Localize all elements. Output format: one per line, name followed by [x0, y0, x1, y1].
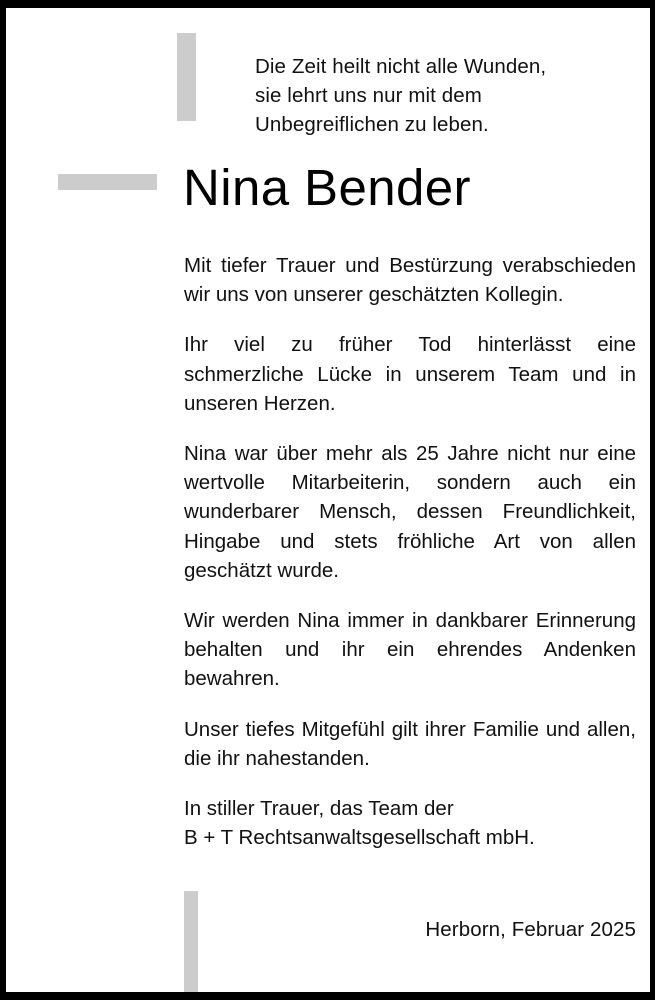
quote-line-3: Unbegreiflichen zu leben.: [255, 113, 489, 136]
notice-canvas: [6, 8, 650, 992]
deceased-name: Nina Bender: [183, 159, 471, 216]
memorial-quote: [255, 52, 637, 139]
quote-line-2: sie lehrt uns nur mit dem: [255, 84, 482, 107]
body-paragraph-4: Wir werden Nina immer in dankbarer Erinnerung behalten und ihr ein ehrendes Andenken bewahren.: [184, 609, 636, 691]
signature-line-1: In stiller Trauer, das Team der: [184, 797, 454, 821]
decorative-vertical-rule-top: [177, 33, 196, 121]
signature-block: [184, 794, 636, 852]
body-paragraph-1: Mit tiefer Trauer und Bestürzung verabschieden wir uns von unserer geschätzten Kollegin.: [184, 254, 636, 307]
body-paragraph-5: Unser tiefes Mitgefühl gilt ihrer Familie und allen, die ihr nahestanden.: [184, 717, 636, 770]
notice-body: [184, 251, 636, 852]
place-and-date: Herborn, Februar 2025: [425, 918, 636, 941]
decorative-horizontal-rule: [58, 174, 157, 190]
quote-line-1: Die Zeit heilt nicht alle Wunden,: [255, 55, 547, 78]
body-paragraph-2: Ihr viel zu früher Tod hinterlässt eine schmerzliche Lücke in unserem Team und in unseren Herzen.: [184, 333, 636, 415]
body-paragraph-3: Nina war über mehr als 25 Jahre nicht nur eine wertvolle Mitarbeiterin, sondern auch ein wunderbarer Mensch, dessen Freundlichkeit, Hingabe und stets fröhliche Art von allen geschätzt wurde.: [184, 442, 636, 582]
signature-line-2: B + T Rechtsanwaltsgesellschaft mbH.: [184, 826, 535, 850]
